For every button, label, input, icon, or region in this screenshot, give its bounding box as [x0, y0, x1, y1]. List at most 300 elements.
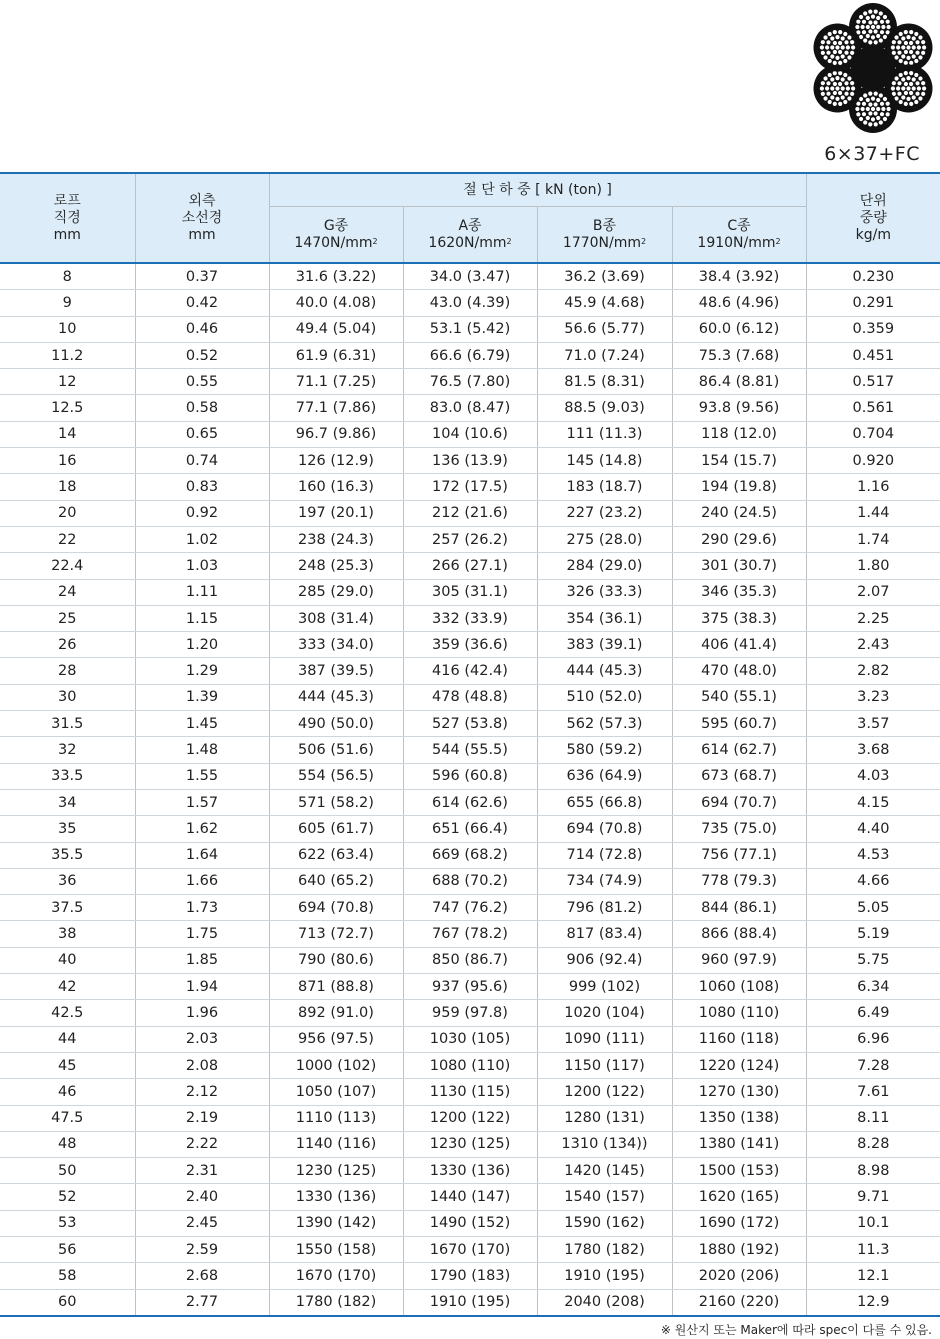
cell-grade-b: 796 (81.2) [537, 895, 672, 921]
cell-rope-diameter: 8 [0, 263, 135, 290]
cell-grade-g: 1110 (113) [269, 1105, 403, 1131]
cell-grade-c: 960 (97.9) [672, 947, 806, 973]
cell-rope-diameter: 32 [0, 737, 135, 763]
cell-grade-a: 959 (97.8) [403, 1000, 537, 1026]
cell-grade-a: 527 (53.8) [403, 711, 537, 737]
cell-outer-wire: 2.19 [135, 1105, 269, 1131]
cell-grade-b: 444 (45.3) [537, 658, 672, 684]
cell-grade-c: 240 (24.5) [672, 500, 806, 526]
cell-grade-a: 544 (55.5) [403, 737, 537, 763]
header-grade-g: G종 $1470N/mm^2$ [269, 207, 403, 264]
cell-grade-b: 1280 (131) [537, 1105, 672, 1131]
cell-unit-weight: 0.359 [806, 316, 940, 342]
cell-grade-c: 1350 (138) [672, 1105, 806, 1131]
cell-outer-wire: 1.75 [135, 921, 269, 947]
cell-unit-weight: 8.28 [806, 1131, 940, 1157]
cell-grade-b: 1020 (104) [537, 1000, 672, 1026]
cell-grade-g: 571 (58.2) [269, 789, 403, 815]
cell-grade-c: 301 (30.7) [672, 553, 806, 579]
cell-grade-g: 713 (72.7) [269, 921, 403, 947]
cell-grade-c: 673 (68.7) [672, 763, 806, 789]
cell-grade-b: 1910 (195) [537, 1263, 672, 1289]
wire-rope-cross-section-icon [808, 2, 938, 134]
cell-grade-c: 375 (38.3) [672, 605, 806, 631]
cell-outer-wire: 1.11 [135, 579, 269, 605]
cell-rope-diameter: 52 [0, 1184, 135, 1210]
cell-grade-c: 194 (19.8) [672, 474, 806, 500]
header-outer-wire-diameter: 외측 소선경 mm [135, 173, 269, 263]
cell-grade-b: 714 (72.8) [537, 842, 672, 868]
cell-grade-b: 1780 (182) [537, 1236, 672, 1262]
cell-grade-a: 43.0 (4.39) [403, 290, 537, 316]
cell-grade-g: 554 (56.5) [269, 763, 403, 789]
cell-grade-a: 416 (42.4) [403, 658, 537, 684]
cell-grade-b: 1310 (134)) [537, 1131, 672, 1157]
cell-rope-diameter: 22 [0, 526, 135, 552]
cell-rope-diameter: 31.5 [0, 711, 135, 737]
table-row [0, 947, 940, 973]
cell-grade-a: 651 (66.4) [403, 816, 537, 842]
cell-grade-g: 248 (25.3) [269, 553, 403, 579]
cell-rope-diameter: 50 [0, 1158, 135, 1184]
cell-grade-c: 756 (77.1) [672, 842, 806, 868]
cell-grade-b: 694 (70.8) [537, 816, 672, 842]
table-row [0, 763, 940, 789]
cell-grade-a: 1330 (136) [403, 1158, 537, 1184]
cell-grade-b: 145 (14.8) [537, 448, 672, 474]
cell-grade-b: 383 (39.1) [537, 632, 672, 658]
cell-unit-weight: 2.07 [806, 579, 940, 605]
cell-rope-diameter: 12 [0, 369, 135, 395]
cell-grade-b: 999 (102) [537, 974, 672, 1000]
table-row [0, 1236, 940, 1262]
cell-unit-weight: 2.82 [806, 658, 940, 684]
table-row [0, 1105, 940, 1131]
cell-grade-a: 332 (33.9) [403, 605, 537, 631]
breaking-load-table [0, 172, 940, 1317]
rope-model-label: 6×37+FC [824, 143, 920, 165]
cell-outer-wire: 1.73 [135, 895, 269, 921]
cell-grade-g: 444 (45.3) [269, 684, 403, 710]
cell-outer-wire: 0.83 [135, 474, 269, 500]
cell-grade-c: 2160 (220) [672, 1289, 806, 1316]
cell-rope-diameter: 53 [0, 1210, 135, 1236]
cell-grade-c: 1060 (108) [672, 974, 806, 1000]
cell-grade-a: 1440 (147) [403, 1184, 537, 1210]
cell-grade-c: 1160 (118) [672, 1026, 806, 1052]
cell-grade-g: 71.1 (7.25) [269, 369, 403, 395]
cell-unit-weight: 0.291 [806, 290, 940, 316]
cell-unit-weight: 1.74 [806, 526, 940, 552]
cell-grade-c: 48.6 (4.96) [672, 290, 806, 316]
cell-outer-wire: 0.52 [135, 342, 269, 368]
cell-rope-diameter: 42 [0, 974, 135, 1000]
cell-rope-diameter: 12.5 [0, 395, 135, 421]
cell-rope-diameter: 46 [0, 1079, 135, 1105]
cell-grade-a: 305 (31.1) [403, 579, 537, 605]
cell-grade-b: 71.0 (7.24) [537, 342, 672, 368]
table-row [0, 737, 940, 763]
cell-grade-b: 183 (18.7) [537, 474, 672, 500]
cell-grade-c: 778 (79.3) [672, 868, 806, 894]
cell-grade-g: 1670 (170) [269, 1263, 403, 1289]
cell-rope-diameter: 58 [0, 1263, 135, 1289]
table-row [0, 1263, 940, 1289]
cell-grade-a: 266 (27.1) [403, 553, 537, 579]
cell-grade-a: 747 (76.2) [403, 895, 537, 921]
table-row [0, 789, 940, 815]
cell-unit-weight: 0.451 [806, 342, 940, 368]
cell-unit-weight: 5.05 [806, 895, 940, 921]
cell-unit-weight: 10.1 [806, 1210, 940, 1236]
cell-unit-weight: 0.561 [806, 395, 940, 421]
cell-grade-c: 595 (60.7) [672, 711, 806, 737]
cell-grade-c: 60.0 (6.12) [672, 316, 806, 342]
cell-grade-g: 892 (91.0) [269, 1000, 403, 1026]
cell-grade-c: 406 (41.4) [672, 632, 806, 658]
cell-rope-diameter: 33.5 [0, 763, 135, 789]
table-row [0, 1158, 940, 1184]
cell-unit-weight: 0.704 [806, 421, 940, 447]
cell-grade-g: 622 (63.4) [269, 842, 403, 868]
table-row [0, 342, 940, 368]
cell-rope-diameter: 10 [0, 316, 135, 342]
cell-outer-wire: 0.74 [135, 448, 269, 474]
cell-grade-a: 1230 (125) [403, 1131, 537, 1157]
cell-rope-diameter: 45 [0, 1052, 135, 1078]
cell-grade-a: 83.0 (8.47) [403, 395, 537, 421]
cell-unit-weight: 3.57 [806, 711, 940, 737]
cell-grade-c: 470 (48.0) [672, 658, 806, 684]
cell-rope-diameter: 56 [0, 1236, 135, 1262]
cell-outer-wire: 0.42 [135, 290, 269, 316]
cell-unit-weight: 6.96 [806, 1026, 940, 1052]
table-row [0, 895, 940, 921]
cell-grade-a: 136 (13.9) [403, 448, 537, 474]
cell-grade-a: 66.6 (6.79) [403, 342, 537, 368]
table-row [0, 1052, 940, 1078]
cell-grade-b: 906 (92.4) [537, 947, 672, 973]
table-row [0, 632, 940, 658]
cell-grade-g: 285 (29.0) [269, 579, 403, 605]
cell-unit-weight: 4.53 [806, 842, 940, 868]
cell-outer-wire: 0.37 [135, 263, 269, 290]
cell-unit-weight: 2.25 [806, 605, 940, 631]
cell-outer-wire: 1.85 [135, 947, 269, 973]
cell-grade-b: 354 (36.1) [537, 605, 672, 631]
cell-rope-diameter: 26 [0, 632, 135, 658]
cell-unit-weight: 6.49 [806, 1000, 940, 1026]
cell-grade-a: 937 (95.6) [403, 974, 537, 1000]
cell-rope-diameter: 11.2 [0, 342, 135, 368]
cell-rope-diameter: 36 [0, 868, 135, 894]
cell-rope-diameter: 14 [0, 421, 135, 447]
cell-grade-a: 104 (10.6) [403, 421, 537, 447]
cell-outer-wire: 1.55 [135, 763, 269, 789]
cell-grade-g: 1140 (116) [269, 1131, 403, 1157]
cell-grade-c: 1220 (124) [672, 1052, 806, 1078]
cell-outer-wire: 2.40 [135, 1184, 269, 1210]
table-row [0, 842, 940, 868]
cell-grade-g: 1330 (136) [269, 1184, 403, 1210]
cell-outer-wire: 2.77 [135, 1289, 269, 1316]
cell-rope-diameter: 60 [0, 1289, 135, 1316]
cell-outer-wire: 2.03 [135, 1026, 269, 1052]
cell-rope-diameter: 47.5 [0, 1105, 135, 1131]
cell-rope-diameter: 40 [0, 947, 135, 973]
cell-grade-a: 669 (68.2) [403, 842, 537, 868]
cell-grade-b: 817 (83.4) [537, 921, 672, 947]
cell-rope-diameter: 28 [0, 658, 135, 684]
table-row [0, 553, 940, 579]
cell-grade-g: 197 (20.1) [269, 500, 403, 526]
cell-grade-b: 1420 (145) [537, 1158, 672, 1184]
cell-rope-diameter: 48 [0, 1131, 135, 1157]
cell-grade-a: 614 (62.6) [403, 789, 537, 815]
header-grade-b: B종 $1770N/mm^2$ [537, 207, 672, 264]
cell-grade-g: 1780 (182) [269, 1289, 403, 1316]
table-row [0, 1026, 940, 1052]
cell-rope-diameter: 25 [0, 605, 135, 631]
cell-grade-a: 1130 (115) [403, 1079, 537, 1105]
cell-grade-g: 1390 (142) [269, 1210, 403, 1236]
cell-grade-b: 111 (11.3) [537, 421, 672, 447]
cell-unit-weight: 5.19 [806, 921, 940, 947]
cell-unit-weight: 3.23 [806, 684, 940, 710]
cell-grade-c: 154 (15.7) [672, 448, 806, 474]
cell-grade-g: 605 (61.7) [269, 816, 403, 842]
cell-grade-c: 1270 (130) [672, 1079, 806, 1105]
cell-grade-b: 510 (52.0) [537, 684, 672, 710]
cell-grade-b: 227 (23.2) [537, 500, 672, 526]
cell-grade-c: 1380 (141) [672, 1131, 806, 1157]
cell-unit-weight: 11.3 [806, 1236, 940, 1262]
cell-grade-c: 844 (86.1) [672, 895, 806, 921]
cell-rope-diameter: 30 [0, 684, 135, 710]
cell-grade-c: 2020 (206) [672, 1263, 806, 1289]
cell-grade-c: 694 (70.7) [672, 789, 806, 815]
cell-grade-b: 36.2 (3.69) [537, 263, 672, 290]
cell-unit-weight: 1.80 [806, 553, 940, 579]
table-row [0, 868, 940, 894]
cell-rope-diameter: 18 [0, 474, 135, 500]
cell-rope-diameter: 35 [0, 816, 135, 842]
cell-grade-c: 93.8 (9.56) [672, 395, 806, 421]
cell-unit-weight: 0.230 [806, 263, 940, 290]
table-row [0, 474, 940, 500]
table-row [0, 1289, 940, 1316]
header-rope-diameter: 로프 직경 mm [0, 173, 135, 263]
footnote: ※ 원산지 또는 Maker에 따라 spec이 다를 수 있음. [660, 1323, 932, 1337]
table-row [0, 974, 940, 1000]
cell-outer-wire: 2.59 [135, 1236, 269, 1262]
cell-grade-a: 212 (21.6) [403, 500, 537, 526]
cell-grade-b: 655 (66.8) [537, 789, 672, 815]
cell-grade-a: 478 (48.8) [403, 684, 537, 710]
table-row [0, 1000, 940, 1026]
cell-unit-weight: 2.43 [806, 632, 940, 658]
cell-grade-a: 1200 (122) [403, 1105, 537, 1131]
cell-grade-c: 1880 (192) [672, 1236, 806, 1262]
cell-grade-b: 326 (33.3) [537, 579, 672, 605]
cell-outer-wire: 1.57 [135, 789, 269, 815]
cell-grade-g: 308 (31.4) [269, 605, 403, 631]
cell-grade-b: 562 (57.3) [537, 711, 672, 737]
cell-rope-diameter: 20 [0, 500, 135, 526]
cell-rope-diameter: 37.5 [0, 895, 135, 921]
cell-outer-wire: 1.20 [135, 632, 269, 658]
cell-grade-a: 53.1 (5.42) [403, 316, 537, 342]
table-row [0, 1079, 940, 1105]
cell-grade-c: 86.4 (8.81) [672, 369, 806, 395]
cell-unit-weight: 1.44 [806, 500, 940, 526]
cell-grade-c: 1080 (110) [672, 1000, 806, 1026]
cell-grade-g: 40.0 (4.08) [269, 290, 403, 316]
cell-rope-diameter: 42.5 [0, 1000, 135, 1026]
cell-rope-diameter: 16 [0, 448, 135, 474]
cell-unit-weight: 8.98 [806, 1158, 940, 1184]
cell-rope-diameter: 22.4 [0, 553, 135, 579]
cell-grade-g: 640 (65.2) [269, 868, 403, 894]
cell-grade-a: 1790 (183) [403, 1263, 537, 1289]
table-row [0, 290, 940, 316]
cell-grade-b: 636 (64.9) [537, 763, 672, 789]
cell-grade-b: 88.5 (9.03) [537, 395, 672, 421]
cell-outer-wire: 0.92 [135, 500, 269, 526]
table-row [0, 1184, 940, 1210]
cell-outer-wire: 1.96 [135, 1000, 269, 1026]
cell-grade-a: 767 (78.2) [403, 921, 537, 947]
cell-unit-weight: 1.16 [806, 474, 940, 500]
cell-grade-a: 1490 (152) [403, 1210, 537, 1236]
cell-grade-b: 56.6 (5.77) [537, 316, 672, 342]
table-row [0, 921, 940, 947]
cell-grade-g: 1550 (158) [269, 1236, 403, 1262]
cell-unit-weight: 0.920 [806, 448, 940, 474]
cell-outer-wire: 1.02 [135, 526, 269, 552]
table-row [0, 1131, 940, 1157]
cell-grade-a: 850 (86.7) [403, 947, 537, 973]
cell-grade-b: 1200 (122) [537, 1079, 672, 1105]
cell-grade-g: 49.4 (5.04) [269, 316, 403, 342]
cell-unit-weight: 4.66 [806, 868, 940, 894]
cell-unit-weight: 3.68 [806, 737, 940, 763]
cell-unit-weight: 12.9 [806, 1289, 940, 1316]
cell-grade-g: 694 (70.8) [269, 895, 403, 921]
cell-rope-diameter: 34 [0, 789, 135, 815]
cell-grade-g: 238 (24.3) [269, 526, 403, 552]
cell-outer-wire: 1.66 [135, 868, 269, 894]
cell-outer-wire: 1.62 [135, 816, 269, 842]
cell-unit-weight: 7.28 [806, 1052, 940, 1078]
table-row [0, 316, 940, 342]
cell-grade-c: 118 (12.0) [672, 421, 806, 447]
cell-unit-weight: 7.61 [806, 1079, 940, 1105]
cell-grade-g: 1230 (125) [269, 1158, 403, 1184]
cell-outer-wire: 1.39 [135, 684, 269, 710]
cell-grade-a: 1080 (110) [403, 1052, 537, 1078]
cell-grade-a: 172 (17.5) [403, 474, 537, 500]
cell-outer-wire: 1.03 [135, 553, 269, 579]
cell-grade-g: 160 (16.3) [269, 474, 403, 500]
cell-unit-weight: 5.75 [806, 947, 940, 973]
cell-outer-wire: 2.31 [135, 1158, 269, 1184]
cell-grade-b: 580 (59.2) [537, 737, 672, 763]
cell-grade-c: 866 (88.4) [672, 921, 806, 947]
cell-outer-wire: 0.55 [135, 369, 269, 395]
table-row [0, 684, 940, 710]
cell-outer-wire: 2.45 [135, 1210, 269, 1236]
cell-outer-wire: 1.29 [135, 658, 269, 684]
cell-grade-a: 34.0 (3.47) [403, 263, 537, 290]
cell-grade-c: 1620 (165) [672, 1184, 806, 1210]
cell-grade-a: 257 (26.2) [403, 526, 537, 552]
header-grade-c: C종 $1910N/mm^2$ [672, 207, 806, 264]
cell-grade-g: 77.1 (7.86) [269, 395, 403, 421]
cell-grade-g: 31.6 (3.22) [269, 263, 403, 290]
cell-grade-g: 1000 (102) [269, 1052, 403, 1078]
cell-grade-c: 75.3 (7.68) [672, 342, 806, 368]
cell-grade-b: 81.5 (8.31) [537, 369, 672, 395]
cell-grade-a: 1030 (105) [403, 1026, 537, 1052]
cell-grade-b: 45.9 (4.68) [537, 290, 672, 316]
cell-outer-wire: 1.15 [135, 605, 269, 631]
cell-grade-c: 290 (29.6) [672, 526, 806, 552]
cell-outer-wire: 1.64 [135, 842, 269, 868]
cell-grade-c: 346 (35.3) [672, 579, 806, 605]
cell-grade-a: 1910 (195) [403, 1289, 537, 1316]
cell-unit-weight: 4.40 [806, 816, 940, 842]
cell-grade-g: 333 (34.0) [269, 632, 403, 658]
cell-grade-a: 359 (36.6) [403, 632, 537, 658]
cell-grade-g: 506 (51.6) [269, 737, 403, 763]
table-row [0, 711, 940, 737]
cell-rope-diameter: 44 [0, 1026, 135, 1052]
table-row [0, 395, 940, 421]
cell-grade-b: 1540 (157) [537, 1184, 672, 1210]
cell-grade-a: 596 (60.8) [403, 763, 537, 789]
cell-grade-a: 76.5 (7.80) [403, 369, 537, 395]
table-row [0, 369, 940, 395]
cell-unit-weight: 6.34 [806, 974, 940, 1000]
cell-outer-wire: 1.48 [135, 737, 269, 763]
cell-unit-weight: 9.71 [806, 1184, 940, 1210]
cell-outer-wire: 0.46 [135, 316, 269, 342]
cell-grade-g: 956 (97.5) [269, 1026, 403, 1052]
cell-grade-g: 96.7 (9.86) [269, 421, 403, 447]
cell-grade-b: 284 (29.0) [537, 553, 672, 579]
cell-grade-b: 1590 (162) [537, 1210, 672, 1236]
table-row [0, 658, 940, 684]
cell-grade-c: 735 (75.0) [672, 816, 806, 842]
table-row [0, 605, 940, 631]
cell-grade-b: 1090 (111) [537, 1026, 672, 1052]
table-row [0, 526, 940, 552]
cell-outer-wire: 1.94 [135, 974, 269, 1000]
cell-grade-c: 540 (55.1) [672, 684, 806, 710]
cell-grade-g: 126 (12.9) [269, 448, 403, 474]
cell-outer-wire: 2.22 [135, 1131, 269, 1157]
cell-grade-b: 734 (74.9) [537, 868, 672, 894]
cell-grade-c: 38.4 (3.92) [672, 263, 806, 290]
table-row [0, 579, 940, 605]
cell-outer-wire: 2.08 [135, 1052, 269, 1078]
cell-grade-c: 1500 (153) [672, 1158, 806, 1184]
cell-grade-g: 871 (88.8) [269, 974, 403, 1000]
header-unit-weight: 단위 중량 kg/m [806, 173, 940, 263]
cell-grade-a: 688 (70.2) [403, 868, 537, 894]
table-row [0, 1210, 940, 1236]
